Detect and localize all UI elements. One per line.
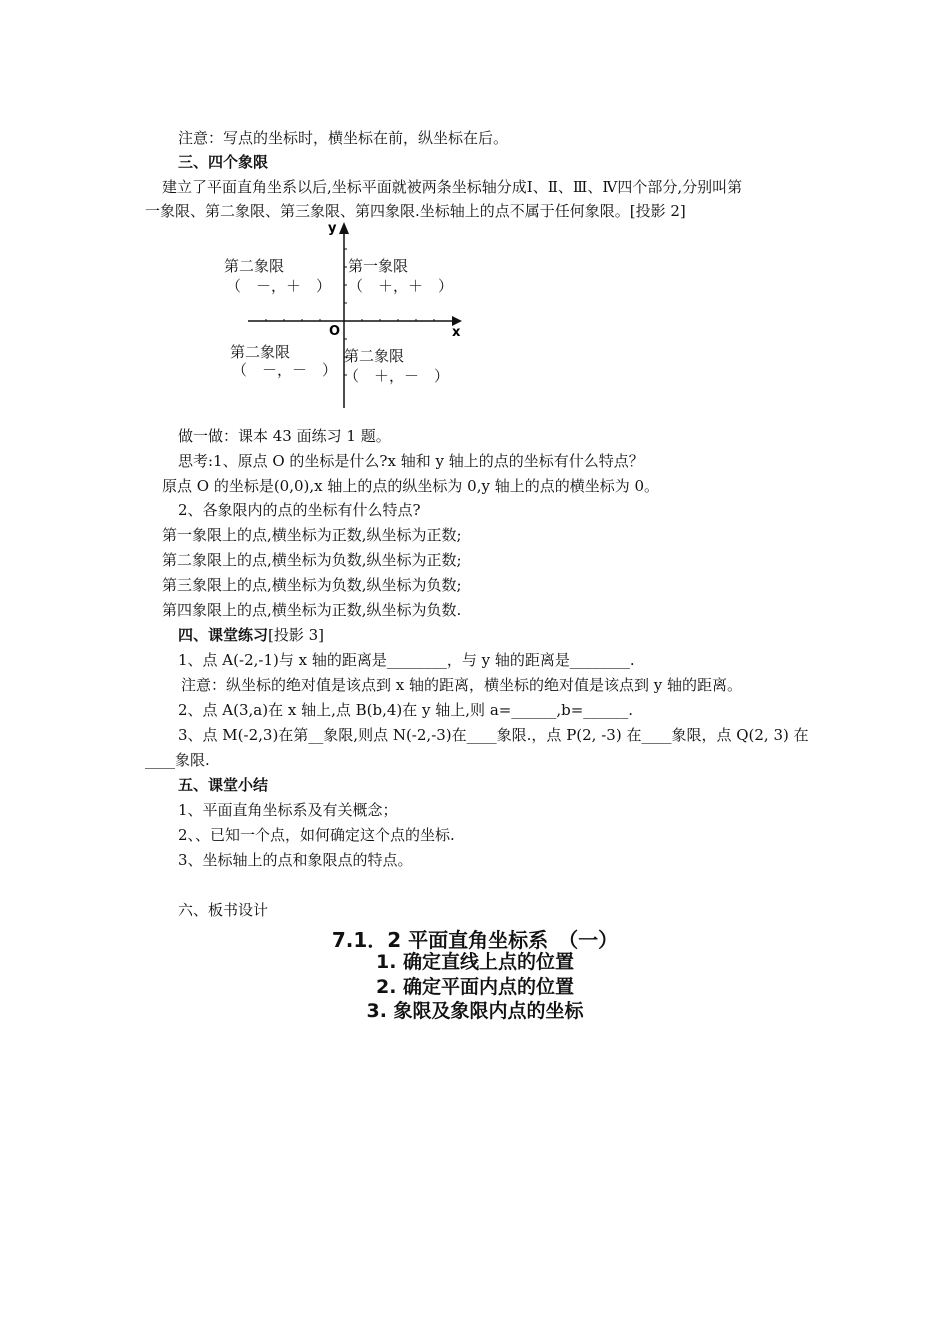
y-axis-arrow (339, 222, 349, 234)
quadrant3-label: 第二象限 (230, 343, 291, 361)
x-axis-label: x (452, 325, 461, 340)
board-line-2: 2. 确定平面内点的位置 (375, 976, 575, 998)
exercise-1: 1、点 A(-2,-1)与 x 轴的距离是________，与 y 轴的距离是________. (178, 651, 635, 669)
board-line-3: 3. 象限及象限内点的坐标 (366, 1000, 584, 1022)
quadrant4-feature: 第四象限上的点,横坐标为正数,纵坐标为负数. (162, 601, 462, 619)
exercise-2: 2、点 A(3,a)在 x 轴上,点 B(b,4)在 y 轴上,则 a=______,b=______. (178, 701, 634, 719)
section5-title: 五、课堂小结 (178, 776, 269, 794)
quadrant3-sign: （ －，－ ） (232, 361, 338, 379)
quadrant4-sign: （ ＋，－ ） (344, 367, 450, 385)
summary-item-1: 1、平面直角坐标系及有关概念； (178, 801, 398, 819)
quadrant3-feature: 第三象限上的点,横坐标为负数,纵坐标为负数; (162, 576, 462, 594)
y-axis-label: y (328, 221, 337, 236)
exercise-3-line1: 3、点 M(-2,3)在第__象限,则点 N(-2,-3)在____象限.，点 P(2, -3) 在____象限，点 Q(2, 3) 在 (178, 726, 809, 744)
section4-title: 四、课堂练习 (178, 626, 269, 644)
section6-title: 六、板书设计 (178, 901, 269, 919)
origin-label: O (329, 324, 341, 339)
summary-item-2: 2、、已知一个点，如何确定这个点的坐标. (178, 826, 455, 844)
section3-paragraph-line1: 建立了平面直角坐系以后,坐标平面就被两条坐标轴分成Ⅰ、Ⅱ、Ⅲ、Ⅳ四个部分,分别叫第 (162, 178, 743, 196)
think-question-1: 思考:1、原点 O 的坐标是什么?x 轴和 y 轴上的点的坐标有什么特点？ (178, 452, 644, 470)
section3-title: 三、四个象限 (178, 153, 269, 171)
note-text: 注意：写点的坐标时，横坐标在前，纵坐标在后。 (178, 129, 509, 147)
think-question-2: 2、各象限内的点的坐标有什么特点? (178, 501, 421, 519)
board-line-1: 1. 确定直线上点的位置 (375, 951, 575, 973)
section4-projection: [投影 3] (268, 626, 325, 644)
exercise-note: 注意：纵坐标的绝对值是该点到 x 轴的距离，横坐标的绝对值是该点到 y 轴的距离。 (181, 676, 743, 694)
board-title: 7.1．2 平面直角坐标系 （一） (331, 928, 619, 952)
section3-paragraph-line2: 一象限、第二象限、第三象限、第四象限.坐标轴上的点不属于任何象限。[投影 2] (145, 202, 686, 220)
quadrant1-label: 第一象限 (348, 257, 409, 275)
quadrant2-sign: （ －，＋ ） (226, 277, 332, 295)
quadrant2-feature: 第二象限上的点,横坐标为负数,纵坐标为正数; (162, 551, 462, 569)
quadrant4-label: 第二象限 (344, 347, 405, 365)
exercise-3-line2: ____象限. (145, 751, 210, 769)
think-answer-1: 原点 O 的坐标是(0,0),x 轴上的点的纵坐标为 0,y 轴上的点的横坐标为 0。 (162, 477, 660, 495)
quadrant2-label: 第二象限 (224, 257, 285, 275)
quadrant1-sign: （ ＋，＋ ） (348, 277, 454, 295)
summary-item-3: 3、坐标轴上的点和象限点的特点。 (178, 851, 413, 869)
section4-heading (178, 625, 324, 645)
quadrant1-feature: 第一象限上的点,横坐标为正数,纵坐标为正数; (162, 526, 462, 544)
do-it-text: 做一做：课本 43 面练习 1 题。 (178, 427, 391, 445)
